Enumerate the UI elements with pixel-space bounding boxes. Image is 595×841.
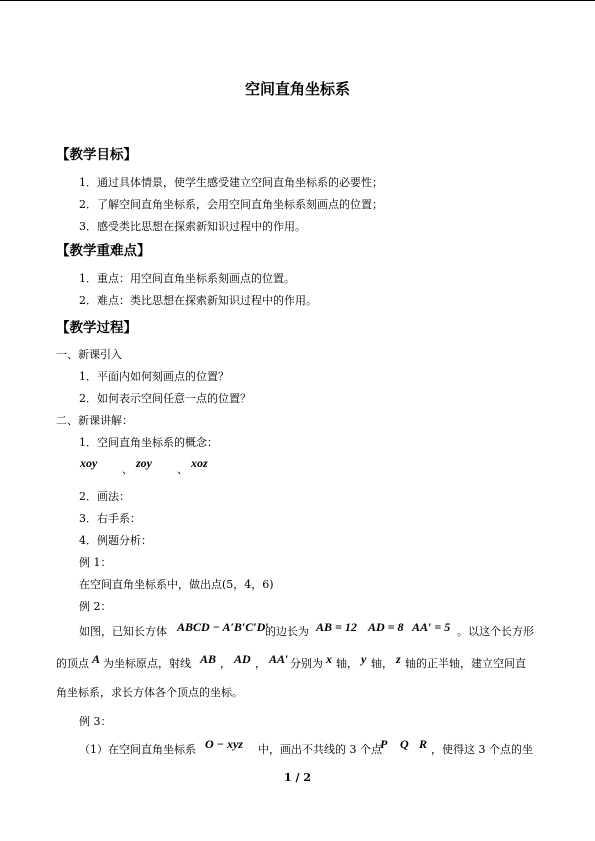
key-point-item: 1．重点：用空间直角坐标系刻画点的位置。	[79, 272, 295, 285]
example-3-label: 例 3：	[79, 715, 112, 728]
page-number: 1 / 2	[284, 771, 311, 784]
section-heading-process: 【教学过程】	[56, 320, 137, 336]
math-ray-ad: AD	[234, 652, 251, 666]
objective-item: 2．了解空间直角坐标系，会用空间直角坐标系刻画点的位置；	[79, 198, 383, 211]
example-2-text: 轴，	[371, 657, 393, 670]
math-ab: AB = 12	[316, 620, 357, 634]
math-r: R	[419, 737, 428, 751]
example-2-text: 的边长为	[265, 625, 309, 638]
math-ad: AD = 8	[368, 620, 404, 634]
part-title-lecture: 二、新课讲解：	[56, 414, 133, 427]
drawing-item: 2．画法：	[79, 490, 130, 503]
example-3-text: 中，画出不共线的 3 个点	[258, 743, 382, 756]
comma: ，	[255, 657, 266, 670]
key-point-item: 2．难点：类比思想在探索新知识过程中的作用。	[79, 294, 317, 307]
example-2-label: 例 2：	[79, 600, 112, 613]
math-p: P	[380, 737, 388, 751]
example-3-text: （1）在空间直角坐标系	[79, 743, 196, 756]
math-q: Q	[400, 737, 409, 751]
plane-xoy: xoy	[80, 456, 98, 470]
plane-separator: 、	[122, 463, 133, 476]
math-ray-ab: AB	[200, 652, 217, 666]
top-rule	[0, 0, 595, 1]
example-2-text: 轴，	[336, 657, 358, 670]
section-heading-key-points: 【教学重难点】	[56, 243, 151, 259]
page-title: 空间直角坐标系	[244, 80, 350, 98]
math-box: ABCD − A′B′C′D′	[177, 620, 269, 634]
part-title-intro: 一、新课引入	[56, 348, 122, 361]
plane-separator: 、	[177, 463, 188, 476]
right-hand-item: 3．右手系：	[79, 512, 141, 525]
example-2-text: 分别为	[290, 657, 323, 670]
example-1-label: 例 1：	[79, 556, 112, 569]
objective-item: 3．感受类比思想在探索新知识过程中的作用。	[79, 220, 306, 233]
math-ray-aa: AA′	[269, 652, 289, 666]
math-y: y	[361, 652, 367, 666]
objective-item: 1．通过具体情景，使学生感受建立空间直角坐标系的必要性；	[79, 176, 383, 189]
example-2-text: 角坐标系，求长方体各个顶点的坐标。	[56, 686, 243, 699]
math-a: A	[92, 652, 101, 666]
math-system: O − xyz	[205, 737, 243, 751]
concept-item: 1．空间直角坐标系的概念：	[79, 436, 218, 449]
math-x: x	[326, 652, 332, 666]
examples-item: 4．例题分析：	[79, 534, 152, 547]
plane-zoy: zoy	[136, 456, 152, 470]
section-heading-objectives: 【教学目标】	[56, 147, 137, 163]
example-1-text: 在空间直角坐标系中，做出点(5，4，6)	[79, 578, 274, 591]
example-2-text: 如图，已知长方体	[79, 625, 167, 638]
plane-xoz: xoz	[191, 456, 208, 470]
example-2-text: 的顶点	[56, 657, 89, 670]
example-2-text: 。以这个长方形	[457, 625, 534, 638]
math-aa: AA′ = 5	[412, 620, 451, 634]
comma: ，	[220, 657, 231, 670]
intro-item: 1．平面内如何刻画点的位置？	[79, 370, 229, 383]
example-2-text: 轴的正半轴，建立空间直	[405, 657, 526, 670]
math-z: z	[396, 652, 401, 666]
intro-item: 2．如何表示空间任意一点的位置？	[79, 392, 251, 405]
example-3-text: ，使得这 3 个点的坐	[431, 743, 533, 756]
example-2-text: 为坐标原点，射线	[103, 657, 191, 670]
